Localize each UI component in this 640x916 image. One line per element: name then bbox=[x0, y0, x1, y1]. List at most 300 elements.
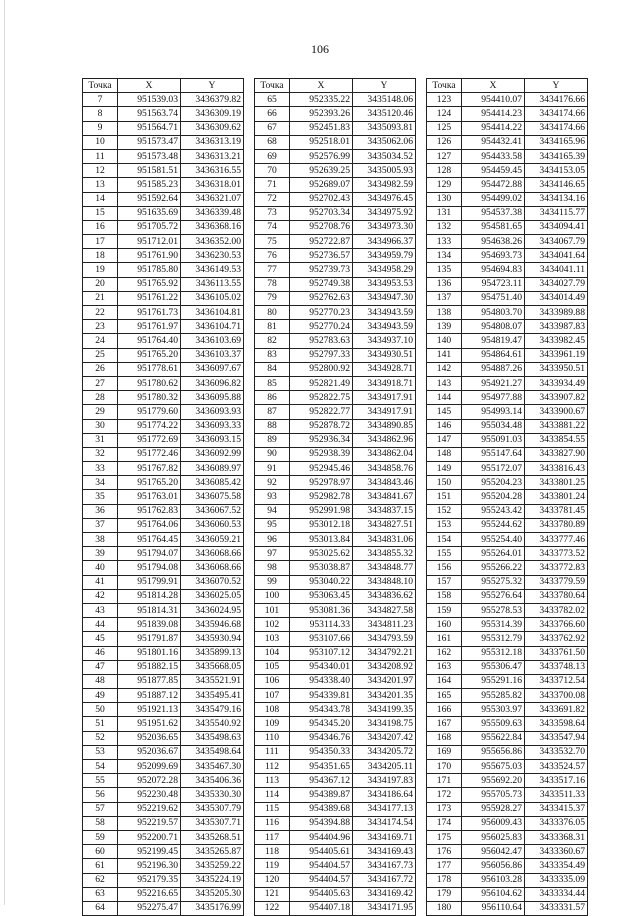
x-coordinate-cell: 951772.46 bbox=[118, 447, 181, 461]
point-number-cell: 16 bbox=[83, 220, 118, 234]
table-row bbox=[83, 575, 244, 589]
x-coordinate-cell: 951794.08 bbox=[118, 561, 181, 575]
y-coordinate-cell: 3435265.87 bbox=[181, 845, 244, 859]
table-row bbox=[427, 646, 588, 660]
point-number-cell: 120 bbox=[255, 873, 290, 887]
y-coordinate-cell: 3434848.10 bbox=[353, 575, 416, 589]
x-coordinate-cell: 954432.41 bbox=[462, 135, 525, 149]
table-row bbox=[255, 192, 416, 206]
y-coordinate-cell: 3435498.64 bbox=[181, 745, 244, 759]
y-coordinate-cell: 3435205.30 bbox=[181, 887, 244, 901]
x-coordinate-cell: 952576.99 bbox=[290, 149, 353, 163]
point-number-cell: 175 bbox=[427, 830, 462, 844]
point-number-cell: 25 bbox=[83, 348, 118, 362]
y-coordinate-cell: 3436097.67 bbox=[181, 362, 244, 376]
y-coordinate-cell: 3433517.16 bbox=[525, 774, 588, 788]
point-number-cell: 153 bbox=[427, 518, 462, 532]
y-coordinate-cell: 3434041.11 bbox=[525, 263, 588, 277]
point-number-cell: 141 bbox=[427, 348, 462, 362]
point-number-cell: 28 bbox=[83, 391, 118, 405]
y-coordinate-cell: 3435946.68 bbox=[181, 618, 244, 632]
x-coordinate-cell: 952219.62 bbox=[118, 802, 181, 816]
point-number-cell: 179 bbox=[427, 887, 462, 901]
point-number-cell: 130 bbox=[427, 192, 462, 206]
point-number-cell: 93 bbox=[255, 490, 290, 504]
x-coordinate-cell: 954404.57 bbox=[290, 873, 353, 887]
table-row bbox=[255, 391, 416, 405]
table-row bbox=[427, 433, 588, 447]
y-coordinate-cell: 3436113.55 bbox=[181, 277, 244, 291]
y-coordinate-cell: 3436368.16 bbox=[181, 220, 244, 234]
y-coordinate-cell: 3435120.46 bbox=[353, 107, 416, 121]
point-number-cell: 150 bbox=[427, 476, 462, 490]
x-coordinate-cell: 952762.63 bbox=[290, 291, 353, 305]
point-number-cell: 171 bbox=[427, 774, 462, 788]
x-coordinate-cell: 952822.77 bbox=[290, 405, 353, 419]
y-coordinate-cell: 3434937.10 bbox=[353, 334, 416, 348]
x-coordinate-cell: 954414.22 bbox=[462, 121, 525, 135]
table-row bbox=[427, 745, 588, 759]
table-header-row bbox=[255, 79, 416, 93]
y-coordinate-cell: 3434953.53 bbox=[353, 277, 416, 291]
table-row bbox=[255, 504, 416, 518]
y-coordinate-cell: 3435930.94 bbox=[181, 632, 244, 646]
table-row bbox=[427, 717, 588, 731]
y-coordinate-cell: 3433712.54 bbox=[525, 674, 588, 688]
x-coordinate-cell: 954414.23 bbox=[462, 107, 525, 121]
table-row bbox=[83, 405, 244, 419]
table-row bbox=[83, 249, 244, 263]
table-row bbox=[427, 504, 588, 518]
x-coordinate-cell: 951765.20 bbox=[118, 348, 181, 362]
scan-edge-line bbox=[4, 0, 5, 905]
y-coordinate-cell: 3433827.90 bbox=[525, 447, 588, 461]
x-coordinate-cell: 952275.47 bbox=[118, 901, 181, 915]
point-number-cell: 39 bbox=[83, 547, 118, 561]
table-row bbox=[427, 391, 588, 405]
x-coordinate-cell: 954694.83 bbox=[462, 263, 525, 277]
x-coordinate-cell: 953107.66 bbox=[290, 632, 353, 646]
x-coordinate-cell: 955091.03 bbox=[462, 433, 525, 447]
table-row bbox=[255, 220, 416, 234]
x-coordinate-cell: 951921.13 bbox=[118, 703, 181, 717]
table-row bbox=[83, 802, 244, 816]
table-row bbox=[83, 206, 244, 220]
x-coordinate-cell: 951785.80 bbox=[118, 263, 181, 277]
y-coordinate-cell: 3434199.35 bbox=[353, 703, 416, 717]
x-coordinate-cell: 951794.07 bbox=[118, 547, 181, 561]
table-row bbox=[427, 462, 588, 476]
table-row bbox=[427, 419, 588, 433]
point-number-cell: 119 bbox=[255, 859, 290, 873]
y-coordinate-cell: 3434976.45 bbox=[353, 192, 416, 206]
y-coordinate-cell: 3435224.19 bbox=[181, 873, 244, 887]
y-coordinate-cell: 3434067.79 bbox=[525, 235, 588, 249]
y-coordinate-cell: 3434146.65 bbox=[525, 178, 588, 192]
x-coordinate-cell: 951839.08 bbox=[118, 618, 181, 632]
y-coordinate-cell: 3434918.71 bbox=[353, 376, 416, 390]
x-coordinate-cell: 952878.72 bbox=[290, 419, 353, 433]
y-coordinate-cell: 3433748.13 bbox=[525, 660, 588, 674]
x-coordinate-cell: 951774.22 bbox=[118, 419, 181, 433]
x-coordinate-cell: 953114.33 bbox=[290, 618, 353, 632]
y-coordinate-cell: 3434169.43 bbox=[353, 845, 416, 859]
table-row bbox=[255, 518, 416, 532]
point-number-cell: 137 bbox=[427, 291, 462, 305]
point-number-cell: 55 bbox=[83, 774, 118, 788]
table-row bbox=[427, 689, 588, 703]
column-header-y: Y bbox=[353, 79, 416, 93]
point-number-cell: 18 bbox=[83, 249, 118, 263]
point-number-cell: 63 bbox=[83, 887, 118, 901]
point-number-cell: 158 bbox=[427, 589, 462, 603]
x-coordinate-cell: 954499.02 bbox=[462, 192, 525, 206]
table-row bbox=[427, 561, 588, 575]
y-coordinate-cell: 3434134.16 bbox=[525, 192, 588, 206]
y-coordinate-cell: 3434862.04 bbox=[353, 447, 416, 461]
y-coordinate-cell: 3433331.57 bbox=[525, 901, 588, 915]
table-row bbox=[83, 603, 244, 617]
y-coordinate-cell: 3433989.88 bbox=[525, 306, 588, 320]
x-coordinate-cell: 952072.28 bbox=[118, 774, 181, 788]
table-row bbox=[83, 646, 244, 660]
y-coordinate-cell: 3434201.97 bbox=[353, 674, 416, 688]
point-number-cell: 69 bbox=[255, 149, 290, 163]
y-coordinate-cell: 3434197.83 bbox=[353, 774, 416, 788]
point-number-cell: 147 bbox=[427, 433, 462, 447]
y-coordinate-cell: 3433524.57 bbox=[525, 760, 588, 774]
table-row bbox=[83, 306, 244, 320]
table-row bbox=[427, 206, 588, 220]
y-coordinate-cell: 3434171.95 bbox=[353, 901, 416, 915]
point-number-cell: 95 bbox=[255, 518, 290, 532]
y-coordinate-cell: 3435521.91 bbox=[181, 674, 244, 688]
x-coordinate-cell: 952800.92 bbox=[290, 362, 353, 376]
table-row bbox=[255, 376, 416, 390]
table-header-row bbox=[427, 79, 588, 93]
y-coordinate-cell: 3433368.31 bbox=[525, 830, 588, 844]
point-number-cell: 163 bbox=[427, 660, 462, 674]
table-row bbox=[255, 348, 416, 362]
y-coordinate-cell: 3436024.95 bbox=[181, 603, 244, 617]
y-coordinate-cell: 3435899.13 bbox=[181, 646, 244, 660]
table-row bbox=[427, 575, 588, 589]
point-number-cell: 24 bbox=[83, 334, 118, 348]
x-coordinate-cell: 955622.84 bbox=[462, 731, 525, 745]
point-number-cell: 94 bbox=[255, 504, 290, 518]
point-number-cell: 103 bbox=[255, 632, 290, 646]
x-coordinate-cell: 951761.97 bbox=[118, 320, 181, 334]
table-row bbox=[255, 419, 416, 433]
x-coordinate-cell: 955275.32 bbox=[462, 575, 525, 589]
point-number-cell: 107 bbox=[255, 689, 290, 703]
point-number-cell: 152 bbox=[427, 504, 462, 518]
point-number-cell: 73 bbox=[255, 206, 290, 220]
table-row bbox=[255, 206, 416, 220]
table-row bbox=[83, 135, 244, 149]
point-number-cell: 82 bbox=[255, 334, 290, 348]
table-row bbox=[83, 178, 244, 192]
table-row bbox=[83, 830, 244, 844]
y-coordinate-cell: 3434153.05 bbox=[525, 164, 588, 178]
x-coordinate-cell: 954723.11 bbox=[462, 277, 525, 291]
x-coordinate-cell: 952230.48 bbox=[118, 788, 181, 802]
point-number-cell: 12 bbox=[83, 164, 118, 178]
x-coordinate-cell: 954977.88 bbox=[462, 391, 525, 405]
y-coordinate-cell: 3436230.53 bbox=[181, 249, 244, 263]
x-coordinate-cell: 953012.18 bbox=[290, 518, 353, 532]
y-coordinate-cell: 3435005.93 bbox=[353, 164, 416, 178]
y-coordinate-cell: 3433781.45 bbox=[525, 504, 588, 518]
point-number-cell: 70 bbox=[255, 164, 290, 178]
y-coordinate-cell: 3436093.93 bbox=[181, 405, 244, 419]
table-row bbox=[427, 518, 588, 532]
y-coordinate-cell: 3434837.15 bbox=[353, 504, 416, 518]
table-row bbox=[83, 121, 244, 135]
y-coordinate-cell: 3434167.72 bbox=[353, 873, 416, 887]
y-coordinate-cell: 3434205.72 bbox=[353, 745, 416, 759]
y-coordinate-cell: 3433691.82 bbox=[525, 703, 588, 717]
table-row bbox=[83, 618, 244, 632]
x-coordinate-cell: 955303.97 bbox=[462, 703, 525, 717]
x-coordinate-cell: 955675.03 bbox=[462, 760, 525, 774]
point-number-cell: 126 bbox=[427, 135, 462, 149]
table-row bbox=[83, 447, 244, 461]
table-row bbox=[255, 462, 416, 476]
y-coordinate-cell: 3434169.71 bbox=[353, 830, 416, 844]
y-coordinate-cell: 3433801.25 bbox=[525, 476, 588, 490]
y-coordinate-cell: 3433907.82 bbox=[525, 391, 588, 405]
x-coordinate-cell: 951801.16 bbox=[118, 646, 181, 660]
x-coordinate-cell: 952783.63 bbox=[290, 334, 353, 348]
y-coordinate-cell: 3434094.41 bbox=[525, 220, 588, 234]
point-number-cell: 50 bbox=[83, 703, 118, 717]
y-coordinate-cell: 3436067.52 bbox=[181, 504, 244, 518]
y-coordinate-cell: 3434174.66 bbox=[525, 107, 588, 121]
table-row bbox=[255, 277, 416, 291]
coordinate-tables bbox=[82, 78, 588, 916]
table-row bbox=[427, 93, 588, 107]
y-coordinate-cell: 3436085.42 bbox=[181, 476, 244, 490]
table-row bbox=[427, 660, 588, 674]
point-number-cell: 81 bbox=[255, 320, 290, 334]
point-number-cell: 76 bbox=[255, 249, 290, 263]
table-row bbox=[255, 575, 416, 589]
x-coordinate-cell: 951791.87 bbox=[118, 632, 181, 646]
y-coordinate-cell: 3434862.96 bbox=[353, 433, 416, 447]
y-coordinate-cell: 3434890.85 bbox=[353, 419, 416, 433]
table-row bbox=[83, 348, 244, 362]
x-coordinate-cell: 954407.18 bbox=[290, 901, 353, 915]
x-coordinate-cell: 955276.64 bbox=[462, 589, 525, 603]
y-coordinate-cell: 3436321.07 bbox=[181, 192, 244, 206]
y-coordinate-cell: 3434176.66 bbox=[525, 93, 588, 107]
point-number-cell: 117 bbox=[255, 830, 290, 844]
y-coordinate-cell: 3435498.63 bbox=[181, 731, 244, 745]
table-row bbox=[83, 518, 244, 532]
y-coordinate-cell: 3433766.60 bbox=[525, 618, 588, 632]
table-row bbox=[427, 674, 588, 688]
table-row bbox=[255, 731, 416, 745]
y-coordinate-cell: 3433700.08 bbox=[525, 689, 588, 703]
point-number-cell: 35 bbox=[83, 490, 118, 504]
x-coordinate-cell: 952936.34 bbox=[290, 433, 353, 447]
table-row bbox=[83, 277, 244, 291]
x-coordinate-cell: 956056.86 bbox=[462, 859, 525, 873]
x-coordinate-cell: 956103.28 bbox=[462, 873, 525, 887]
table-row bbox=[255, 745, 416, 759]
point-number-cell: 34 bbox=[83, 476, 118, 490]
y-coordinate-cell: 3433415.37 bbox=[525, 802, 588, 816]
x-coordinate-cell: 956042.47 bbox=[462, 845, 525, 859]
y-coordinate-cell: 3433816.43 bbox=[525, 462, 588, 476]
x-coordinate-cell: 955147.64 bbox=[462, 447, 525, 461]
column-header-y: Y bbox=[525, 79, 588, 93]
table-row bbox=[83, 547, 244, 561]
x-coordinate-cell: 951712.01 bbox=[118, 235, 181, 249]
y-coordinate-cell: 3433334.44 bbox=[525, 887, 588, 901]
table-row bbox=[83, 93, 244, 107]
y-coordinate-cell: 3434041.64 bbox=[525, 249, 588, 263]
x-coordinate-cell: 954404.57 bbox=[290, 859, 353, 873]
table-row bbox=[255, 816, 416, 830]
x-coordinate-cell: 954921.27 bbox=[462, 376, 525, 390]
y-coordinate-cell: 3434208.92 bbox=[353, 660, 416, 674]
y-coordinate-cell: 3435406.36 bbox=[181, 774, 244, 788]
point-number-cell: 111 bbox=[255, 745, 290, 759]
x-coordinate-cell: 955312.79 bbox=[462, 632, 525, 646]
y-coordinate-cell: 3433961.19 bbox=[525, 348, 588, 362]
table-row bbox=[83, 504, 244, 518]
y-coordinate-cell: 3436060.53 bbox=[181, 518, 244, 532]
x-coordinate-cell: 951887.12 bbox=[118, 689, 181, 703]
point-number-cell: 135 bbox=[427, 263, 462, 277]
y-coordinate-cell: 3434917.91 bbox=[353, 405, 416, 419]
y-coordinate-cell: 3433773.52 bbox=[525, 547, 588, 561]
point-number-cell: 29 bbox=[83, 405, 118, 419]
table-row bbox=[255, 178, 416, 192]
x-coordinate-cell: 955172.07 bbox=[462, 462, 525, 476]
table-row bbox=[427, 731, 588, 745]
x-coordinate-cell: 954433.58 bbox=[462, 149, 525, 163]
table-row bbox=[427, 703, 588, 717]
table-row bbox=[427, 547, 588, 561]
point-number-cell: 159 bbox=[427, 603, 462, 617]
table-row bbox=[83, 717, 244, 731]
column-header-y: Y bbox=[181, 79, 244, 93]
x-coordinate-cell: 951778.61 bbox=[118, 362, 181, 376]
y-coordinate-cell: 3436025.05 bbox=[181, 589, 244, 603]
x-coordinate-cell: 952219.57 bbox=[118, 816, 181, 830]
table-row bbox=[427, 859, 588, 873]
table-row bbox=[427, 192, 588, 206]
point-number-cell: 169 bbox=[427, 745, 462, 759]
point-number-cell: 88 bbox=[255, 419, 290, 433]
column-header-point: Точка bbox=[255, 79, 290, 93]
table-row bbox=[83, 703, 244, 717]
table-row bbox=[427, 348, 588, 362]
x-coordinate-cell: 954751.40 bbox=[462, 291, 525, 305]
x-coordinate-cell: 952770.24 bbox=[290, 320, 353, 334]
point-number-cell: 180 bbox=[427, 901, 462, 915]
point-number-cell: 62 bbox=[83, 873, 118, 887]
x-coordinate-cell: 954338.40 bbox=[290, 674, 353, 688]
y-coordinate-cell: 3433335.09 bbox=[525, 873, 588, 887]
x-coordinate-cell: 951761.73 bbox=[118, 306, 181, 320]
x-coordinate-cell: 955656.86 bbox=[462, 745, 525, 759]
y-coordinate-cell: 3436313.19 bbox=[181, 135, 244, 149]
x-coordinate-cell: 952451.83 bbox=[290, 121, 353, 135]
x-coordinate-cell: 955928.27 bbox=[462, 802, 525, 816]
x-coordinate-cell: 951877.85 bbox=[118, 674, 181, 688]
point-number-cell: 13 bbox=[83, 178, 118, 192]
table-row bbox=[427, 490, 588, 504]
x-coordinate-cell: 953013.84 bbox=[290, 533, 353, 547]
x-coordinate-cell: 953038.87 bbox=[290, 561, 353, 575]
table-row bbox=[427, 277, 588, 291]
y-coordinate-cell: 3434201.35 bbox=[353, 689, 416, 703]
point-number-cell: 134 bbox=[427, 249, 462, 263]
table-row bbox=[255, 873, 416, 887]
y-coordinate-cell: 3434858.76 bbox=[353, 462, 416, 476]
point-number-cell: 83 bbox=[255, 348, 290, 362]
table-row bbox=[427, 901, 588, 915]
point-number-cell: 122 bbox=[255, 901, 290, 915]
point-number-cell: 161 bbox=[427, 632, 462, 646]
point-number-cell: 148 bbox=[427, 447, 462, 461]
y-coordinate-cell: 3434793.59 bbox=[353, 632, 416, 646]
table-row bbox=[427, 135, 588, 149]
y-coordinate-cell: 3435330.30 bbox=[181, 788, 244, 802]
y-coordinate-cell: 3436309.62 bbox=[181, 121, 244, 135]
y-coordinate-cell: 3434843.46 bbox=[353, 476, 416, 490]
table-row bbox=[83, 745, 244, 759]
x-coordinate-cell: 956009.43 bbox=[462, 816, 525, 830]
point-number-cell: 128 bbox=[427, 164, 462, 178]
point-number-cell: 45 bbox=[83, 632, 118, 646]
point-number-cell: 85 bbox=[255, 376, 290, 390]
y-coordinate-cell: 3434115.77 bbox=[525, 206, 588, 220]
x-coordinate-cell: 951767.82 bbox=[118, 462, 181, 476]
x-coordinate-cell: 955034.48 bbox=[462, 419, 525, 433]
x-coordinate-cell: 951780.62 bbox=[118, 376, 181, 390]
table-row bbox=[83, 476, 244, 490]
y-coordinate-cell: 3434827.58 bbox=[353, 603, 416, 617]
table-row bbox=[255, 263, 416, 277]
x-coordinate-cell: 954339.81 bbox=[290, 689, 353, 703]
y-coordinate-cell: 3434930.51 bbox=[353, 348, 416, 362]
x-coordinate-cell: 954537.38 bbox=[462, 206, 525, 220]
table-row bbox=[255, 845, 416, 859]
table-row bbox=[83, 632, 244, 646]
table-row bbox=[255, 362, 416, 376]
table-row bbox=[255, 306, 416, 320]
table-row bbox=[427, 320, 588, 334]
table-row bbox=[427, 845, 588, 859]
point-number-cell: 51 bbox=[83, 717, 118, 731]
point-number-cell: 47 bbox=[83, 660, 118, 674]
y-coordinate-cell: 3434831.06 bbox=[353, 533, 416, 547]
point-number-cell: 160 bbox=[427, 618, 462, 632]
y-coordinate-cell: 3434014.49 bbox=[525, 291, 588, 305]
point-number-cell: 37 bbox=[83, 518, 118, 532]
point-number-cell: 98 bbox=[255, 561, 290, 575]
y-coordinate-cell: 3435668.05 bbox=[181, 660, 244, 674]
y-coordinate-cell: 3434943.59 bbox=[353, 320, 416, 334]
point-number-cell: 154 bbox=[427, 533, 462, 547]
point-number-cell: 99 bbox=[255, 575, 290, 589]
table-row bbox=[427, 802, 588, 816]
